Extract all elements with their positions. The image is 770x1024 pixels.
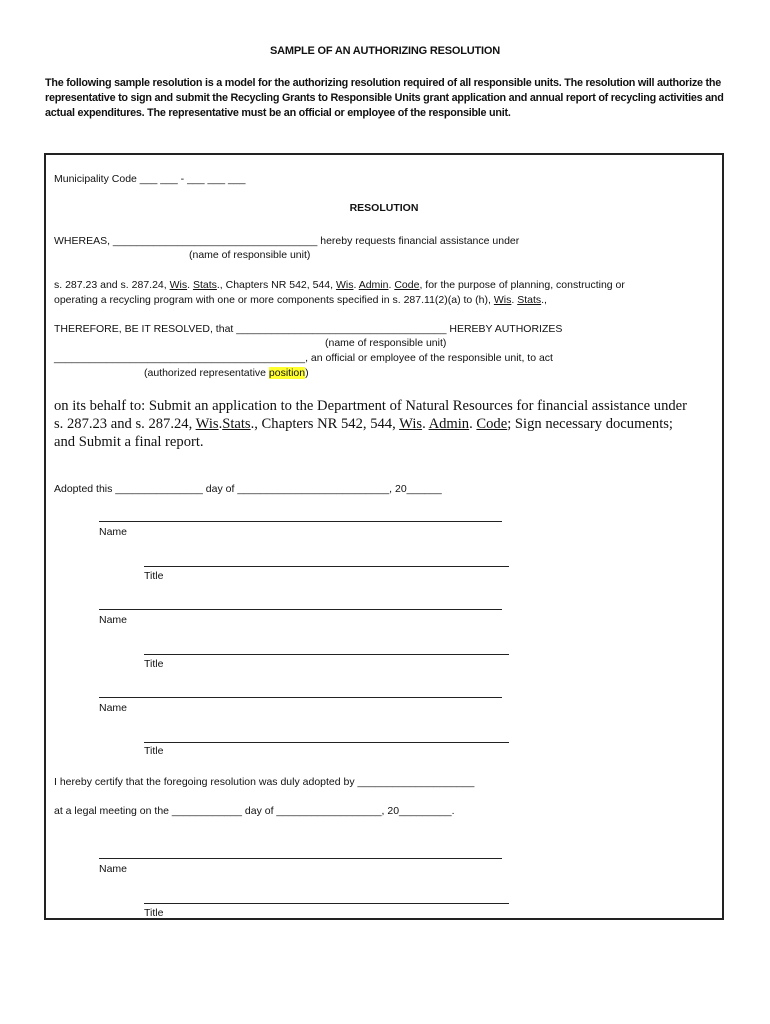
behalf-dot-2: . — [422, 416, 429, 432]
title-label: Title — [144, 658, 164, 670]
statute-dot-4: . — [511, 294, 518, 306]
name-signature-line — [99, 609, 502, 610]
title-label: Title — [144, 907, 164, 919]
behalf-dot-3: . — [469, 416, 477, 432]
statute-dot-1: . — [187, 279, 193, 291]
certify-line: I hereby certify that the foregoing resolution was duly adopted by ____________________ — [54, 776, 475, 788]
title-signature-line — [144, 566, 509, 567]
document-title: SAMPLE OF AN AUTHORIZING RESOLUTION — [270, 45, 500, 57]
name-label: Name — [99, 702, 128, 714]
statute-end: ., — [541, 294, 547, 306]
name-label: Name — [99, 863, 128, 875]
representative-caption — [144, 367, 309, 380]
statute-admin: Admin — [358, 279, 389, 291]
statute-wis-3: Wis — [493, 294, 512, 306]
representative-caption-suffix: ) — [305, 367, 309, 379]
statute-dot-2: . — [353, 279, 359, 291]
statute-text-d: operating a recycling program with one or more components specified in s. 287.11(2)(a) to (h), — [54, 294, 494, 306]
behalf-wis-2: Wis — [399, 416, 423, 432]
statute-wis-2: Wis — [335, 279, 354, 291]
whereas-line: WHEREAS, ___________________________________ hereby requests financial assistance under — [54, 235, 520, 247]
name-label: Name — [99, 614, 128, 626]
behalf-wis: Wis — [195, 416, 219, 432]
name-label: Name — [99, 526, 128, 538]
statute-dot-3: . — [388, 279, 395, 291]
official-line: ___________________________________________, an official or employee of the responsible unit, to act — [54, 352, 553, 364]
resolution-heading: RESOLUTION — [349, 202, 419, 214]
behalf-text-a: s. 287.23 and s. 287.24, — [54, 416, 196, 432]
statute-text-b: ., Chapters NR 542, 544, — [216, 279, 336, 291]
adopted-line: Adopted this _______________ day of __________________________, 20______ — [54, 483, 442, 495]
statute-text-c: , for the purpose of planning, constructing or — [419, 279, 625, 291]
behalf-text-c: ; Sign necessary documents; — [507, 416, 673, 432]
position-highlight: position — [268, 367, 306, 379]
behalf-code: Code — [476, 416, 508, 432]
title-signature-line — [144, 742, 509, 743]
therefore-line: THEREFORE, BE IT RESOLVED, that ____________________________________ HEREBY AUTHORIZES — [54, 323, 563, 335]
behalf-paragraph — [54, 397, 720, 451]
statute-text-a: s. 287.23 and s. 287.24, — [54, 279, 170, 291]
statute-code: Code — [394, 279, 420, 291]
whereas-caption: (name of responsible unit) — [189, 249, 311, 261]
behalf-line-2 — [54, 415, 720, 433]
behalf-line-1: on its behalf to: Submit an application to the Department of Natural Resources for financial assistance under — [54, 398, 688, 414]
therefore-caption: (name of responsible unit) — [325, 337, 447, 349]
resolution-form-box — [44, 153, 724, 920]
intro-paragraph: The following sample resolution is a model for the authorizing resolution required of all responsible units. The resolution will authorize the representative to sign and submit the Recycling Grants to Responsible Units grant application and annual report of recycling activities and actual expenditures. The representative must be an official or employee of the responsible unit. — [45, 77, 724, 119]
meeting-line: at a legal meeting on the ____________ day of __________________, 20_________. — [54, 805, 455, 817]
behalf-stats: Stats — [222, 416, 251, 432]
behalf-dot-1: . — [218, 416, 223, 432]
statute-wis: Wis — [169, 279, 188, 291]
behalf-text-b: ., Chapters NR 542, 544, — [250, 416, 400, 432]
name-signature-line — [99, 858, 502, 859]
municipality-code-line: Municipality Code ___ ___ - ___ ___ ___ — [54, 173, 246, 185]
title-signature-line — [144, 903, 509, 904]
statute-line-2 — [54, 294, 547, 307]
behalf-line-3: and Submit a final report. — [54, 434, 204, 450]
title-signature-line — [144, 654, 509, 655]
name-signature-line — [99, 697, 502, 698]
title-label: Title — [144, 570, 164, 582]
statute-stats-2: Stats — [517, 294, 542, 306]
behalf-admin: Admin — [428, 416, 470, 432]
representative-caption-prefix: (authorized representative — [144, 367, 269, 379]
title-label: Title — [144, 745, 164, 757]
name-signature-line — [99, 521, 502, 522]
statute-line-1 — [54, 279, 625, 292]
statute-stats: Stats — [192, 279, 217, 291]
